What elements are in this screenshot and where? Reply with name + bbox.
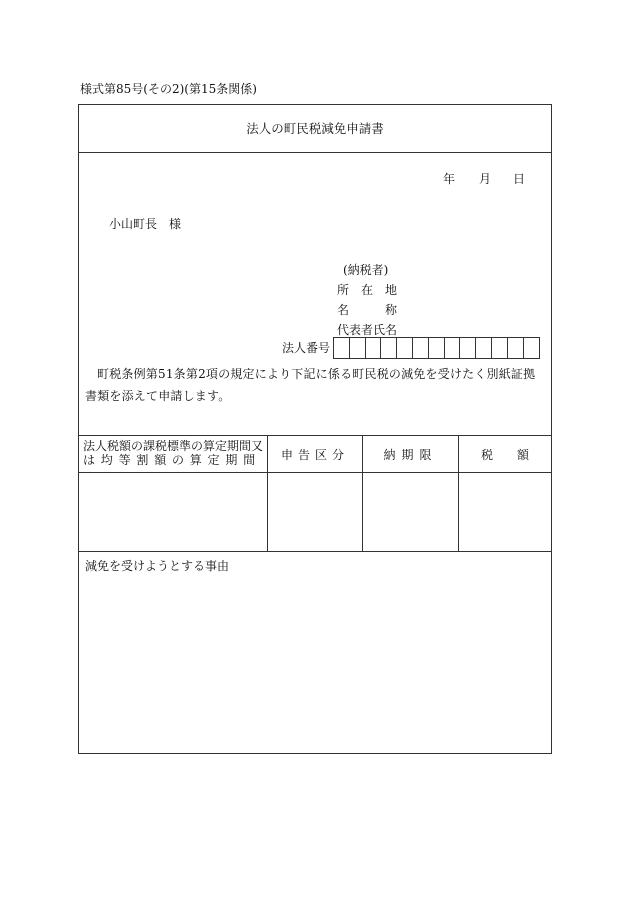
corporate-number-digit-box[interactable] — [397, 338, 413, 358]
name-label: 名 称 — [337, 303, 398, 317]
header-declaration-type: 申告区分 — [268, 436, 363, 472]
corporate-number-digit-box[interactable] — [492, 338, 508, 358]
declaration-cell[interactable] — [268, 473, 363, 551]
reason-field[interactable] — [85, 577, 545, 747]
corporate-number-digit-box[interactable] — [524, 338, 540, 358]
corporate-number-digit-box[interactable] — [508, 338, 524, 358]
due-date-cell[interactable] — [363, 473, 459, 551]
header-calculation-period-line1: 法人税額の課税標準の算定期間又 — [83, 439, 264, 453]
corporate-number-digit-box[interactable] — [366, 338, 382, 358]
application-statement: 町税条例第51条第2項の規定により下記に係る町民税の減免を受けたく別紙証拠書類を添えて申請します。 — [85, 367, 536, 403]
corporate-number-digit-box[interactable] — [429, 338, 445, 358]
address-label: 所 在 地 — [337, 283, 398, 297]
tax-amount-cell[interactable] — [459, 473, 551, 551]
header-calculation-period — [79, 436, 268, 472]
tax-table — [79, 435, 551, 552]
form-number: 様式第85号(その2)(第15条関係) — [80, 82, 257, 96]
addressee: 小山町長 様 — [109, 217, 182, 231]
taxpayer-heading: (納税者) — [343, 263, 389, 277]
corporate-number-label: 法人番号 — [282, 341, 331, 355]
taxpayer-block — [337, 260, 397, 340]
corporate-number-digit-box[interactable] — [334, 338, 350, 358]
date-year-label: 年 — [443, 172, 456, 186]
corporate-number-digit-box[interactable] — [460, 338, 476, 358]
table-row — [79, 473, 551, 552]
corporate-number-digit-box[interactable] — [476, 338, 492, 358]
period-cell[interactable] — [79, 473, 268, 551]
form-title: 法人の町民税減免申請書 — [79, 105, 551, 153]
header-due-date: 納期限 — [363, 436, 459, 472]
reason-label: 減免を受けようとする事由 — [85, 559, 230, 573]
corporate-number-field[interactable] — [333, 337, 540, 359]
date-month-label: 月 — [479, 172, 492, 186]
tax-table-header — [79, 436, 551, 473]
application-form — [78, 104, 552, 754]
corporate-number-digit-box[interactable] — [445, 338, 461, 358]
header-tax-amount: 税 額 — [480, 447, 529, 462]
corporate-number-digit-box[interactable] — [413, 338, 429, 358]
date-day-label: 日 — [513, 172, 526, 186]
representative-label: 代表者氏名 — [337, 323, 398, 337]
corporate-number-digit-box[interactable] — [381, 338, 397, 358]
header-calculation-period-line2: は均等割額の算定期間 — [83, 453, 262, 467]
corporate-number-digit-box[interactable] — [350, 338, 366, 358]
